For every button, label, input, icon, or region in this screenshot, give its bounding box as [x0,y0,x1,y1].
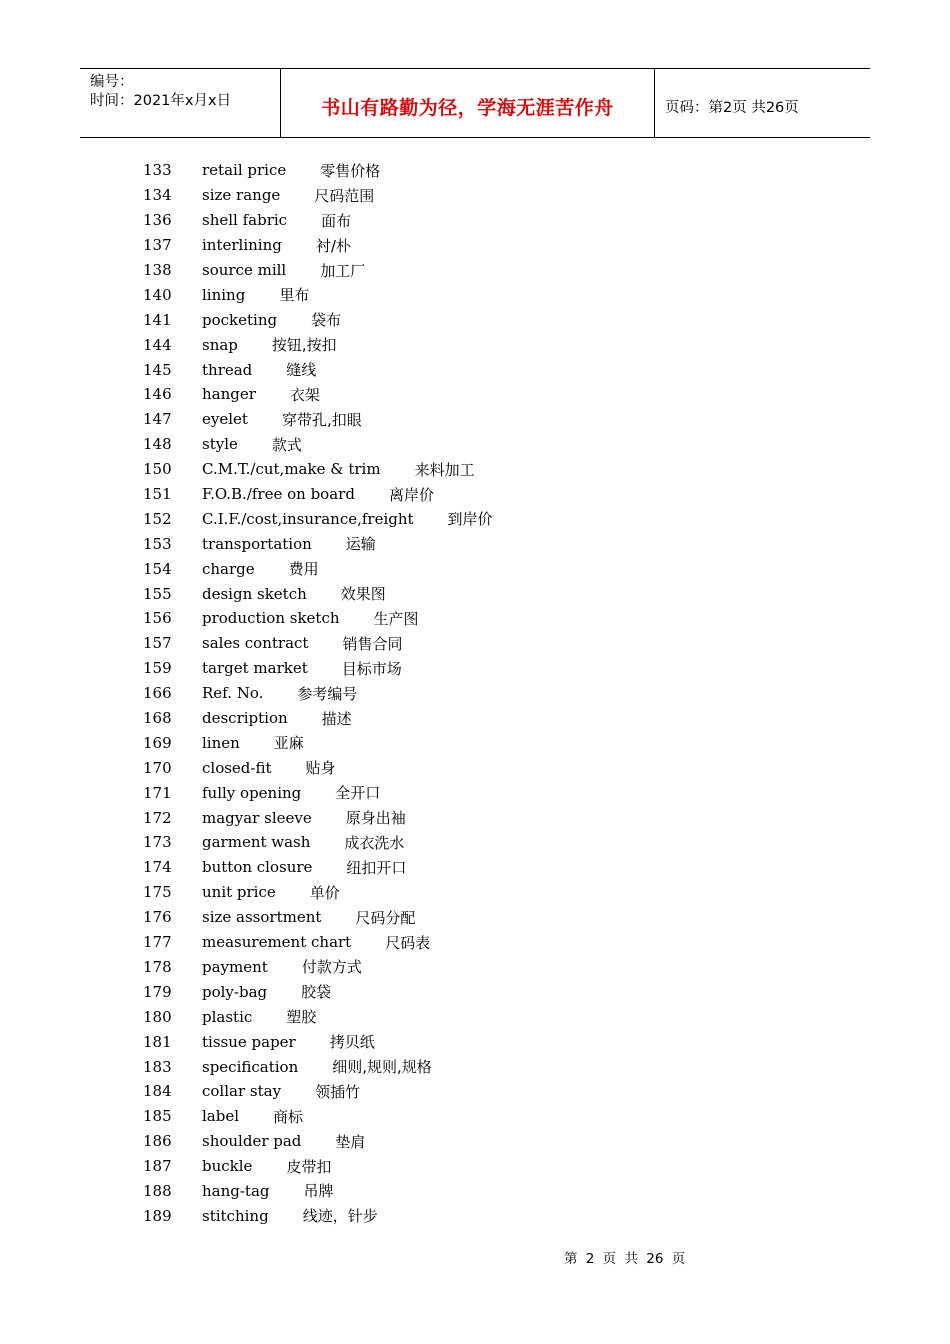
list-item [143,780,843,805]
entry-chinese: 成衣洗水 [344,833,405,852]
entry-number: 134 [143,186,172,205]
entry-chinese: 拷贝纸 [329,1033,375,1052]
entry-english: hang-tag [202,1181,270,1200]
entry-english: garment wash [202,833,311,852]
entry-english: interlining [202,236,282,255]
list-item [143,482,843,507]
entry-number: 159 [143,659,172,678]
entry-chinese: 描述 [321,709,352,728]
entry-english: Ref. No. [202,684,264,703]
entry-number: 166 [143,684,172,703]
vocabulary-list [143,158,843,1228]
entry-number: 178 [143,957,172,976]
entry-english: payment [202,957,268,976]
entry-chinese: 销售合同 [342,634,403,653]
list-item [143,880,843,905]
entry-number: 148 [143,435,172,454]
entry-number: 154 [143,559,172,578]
entry-number: 138 [143,261,172,279]
entry-english: F.O.B./free on board [202,485,355,504]
entry-chinese: 原身出袖 [345,809,406,828]
entry-english: poly-bag [202,982,268,1001]
entry-english: hanger [202,385,256,404]
entry-chinese: 皮带扣 [286,1157,332,1176]
list-item [143,1203,843,1228]
entry-number: 145 [143,360,172,379]
list-item [143,183,843,208]
entry-number: 140 [143,285,172,304]
entry-english: size assortment [202,908,322,927]
list-item [143,258,843,283]
list-item [143,805,843,830]
list-item [143,955,843,980]
entry-chinese: 商标 [273,1107,304,1126]
entry-english: production sketch [202,609,340,628]
page-footer: 第 2 页 共 26 页 [564,1251,686,1267]
entry-chinese: 款式 [271,435,302,454]
entry-chinese: 面布 [321,211,352,230]
entry-english: shoulder pad [202,1132,302,1151]
entry-english: shell fabric [202,211,288,230]
entry-english: eyelet [202,410,248,429]
list-item [143,158,843,183]
list-item [143,233,843,258]
entry-english: charge [202,559,255,578]
entry-english: buckle [202,1157,253,1176]
list-item [143,382,843,407]
entry-english: source mill [202,261,287,279]
list-item [143,457,843,482]
page-info: 页码：第2页 共26页 [665,99,799,116]
list-item [143,1129,843,1154]
entry-chinese: 缝线 [286,361,317,380]
entry-number: 144 [143,335,172,354]
entry-number: 187 [143,1157,172,1176]
list-item [143,1179,843,1204]
entry-chinese: 加工厂 [320,261,366,280]
entry-english: linen [202,733,240,752]
entry-chinese: 尺码范围 [314,186,375,205]
entry-number: 141 [143,310,172,329]
entry-number: 177 [143,933,172,952]
entry-chinese: 袋布 [311,311,342,330]
entry-english: design sketch [202,584,307,603]
entry-number: 179 [143,982,172,1001]
list-item [143,706,843,731]
entry-english: plastic [202,1007,253,1026]
list-item [143,531,843,556]
list-item [143,581,843,606]
entry-english: magyar sleeve [202,808,312,827]
entry-number: 185 [143,1107,172,1126]
entry-english: transportation [202,534,312,553]
list-item [143,730,843,755]
entry-number: 172 [143,808,172,827]
entry-english: C.I.F./cost,insurance,freight [202,509,414,528]
entry-chinese: 单价 [309,883,340,902]
entry-english: retail price [202,161,287,180]
entry-number: 188 [143,1181,172,1200]
list-item [143,1029,843,1054]
entry-number: 152 [143,509,172,528]
list-item [143,979,843,1004]
entry-number: 175 [143,883,172,902]
entry-english: size range [202,186,281,205]
entry-chinese: 生产图 [373,609,419,628]
time-label: 时间：2021年x月x日 [90,93,232,109]
entry-chinese: 细则,规则,规格 [332,1058,432,1076]
entry-english: pocketing [202,310,278,329]
entry-chinese: 亚麻 [273,734,304,753]
entry-english: unit price [202,883,276,902]
entry-number: 186 [143,1132,172,1151]
entry-chinese: 到岸价 [447,510,493,529]
entry-number: 155 [143,584,172,603]
list-item [143,905,843,930]
entry-english: target market [202,659,308,678]
entry-chinese: 付款方式 [301,958,362,977]
list-item [143,506,843,531]
entry-english: closed-fit [202,758,272,777]
list-item [143,556,843,581]
entry-chinese: 衣架 [289,385,320,404]
entry-chinese: 吊牌 [303,1182,334,1201]
entry-chinese: 塑胶 [286,1008,317,1027]
entry-chinese: 领插竹 [315,1082,361,1101]
entry-chinese: 目标市场 [341,659,402,678]
entry-number: 174 [143,858,172,877]
entry-english: label [202,1107,240,1126]
header-motto-cell [281,69,655,137]
entry-number: 173 [143,833,172,852]
entry-number: 133 [143,161,172,180]
entry-chinese: 线迹，针步 [302,1207,378,1226]
entry-chinese: 参考编号 [297,684,358,703]
entry-number: 156 [143,609,172,628]
entry-english: fully opening [202,783,302,802]
entry-number: 137 [143,236,172,255]
entry-number: 184 [143,1082,172,1101]
entry-number: 180 [143,1007,172,1026]
entry-number: 150 [143,460,172,479]
motto-text: 书山有路勤为径，学海无涯苦作舟 [321,96,614,119]
list-item [143,1079,843,1104]
entry-chinese: 穿带孔,扣眼 [281,410,362,429]
entry-chinese: 来料加工 [414,460,475,479]
entry-chinese: 零售价格 [320,161,381,180]
entry-chinese: 垫肩 [335,1132,366,1151]
list-item [143,357,843,382]
entry-english: snap [202,335,238,354]
entry-number: 189 [143,1206,172,1225]
list-item [143,681,843,706]
entry-english: tissue paper [202,1032,296,1051]
entry-chinese: 费用 [288,560,319,579]
number-label: 编号： [90,74,134,90]
entry-chinese: 离岸价 [388,485,434,504]
list-item [143,282,843,307]
entry-chinese: 胶袋 [301,983,332,1002]
entry-chinese: 效果图 [340,585,386,604]
entry-english: button closure [202,858,313,877]
entry-number: 168 [143,709,172,728]
list-item [143,1054,843,1079]
entry-number: 183 [143,1057,172,1076]
entry-english: measurement chart [202,933,352,952]
list-item [143,755,843,780]
list-item [143,1104,843,1129]
entry-number: 169 [143,733,172,752]
entry-chinese: 全开口 [335,784,381,803]
entry-english: sales contract [202,634,309,653]
entry-number: 153 [143,534,172,553]
entry-english: style [202,435,238,454]
list-item [143,307,843,332]
entry-english: thread [202,360,253,379]
entry-english: lining [202,285,246,304]
list-item [143,407,843,432]
list-item [143,208,843,233]
entry-number: 147 [143,410,172,429]
list-item [143,855,843,880]
entry-number: 181 [143,1032,172,1051]
list-item [143,930,843,955]
entry-english: stitching [202,1206,269,1225]
entry-chinese: 衬/朴 [315,236,351,255]
list-item [143,1004,843,1029]
entry-chinese: 尺码表 [385,933,431,952]
list-item [143,631,843,656]
entry-number: 176 [143,908,172,927]
header-meta-cell [80,69,281,137]
entry-english: specification [202,1057,299,1076]
entry-number: 146 [143,385,172,404]
list-item [143,830,843,855]
entry-english: collar stay [202,1082,282,1101]
list-item [143,656,843,681]
entry-number: 171 [143,783,172,802]
entry-number: 157 [143,634,172,653]
entry-english: C.M.T./cut,make & trim [202,460,381,479]
entry-chinese: 纽扣开口 [346,858,407,877]
entry-chinese: 运输 [345,535,376,554]
page-header [80,68,870,138]
list-item [143,1154,843,1179]
entry-chinese: 尺码分配 [355,908,416,927]
header-page-cell [655,69,870,137]
entry-chinese: 按钮,按扣 [271,336,337,355]
entry-number: 170 [143,758,172,777]
list-item [143,432,843,457]
list-item [143,332,843,357]
entry-number: 151 [143,485,172,504]
entry-english: description [202,709,288,728]
entry-chinese: 贴身 [305,759,336,778]
entry-chinese: 里布 [279,286,310,305]
entry-number: 136 [143,211,172,230]
list-item [143,606,843,631]
